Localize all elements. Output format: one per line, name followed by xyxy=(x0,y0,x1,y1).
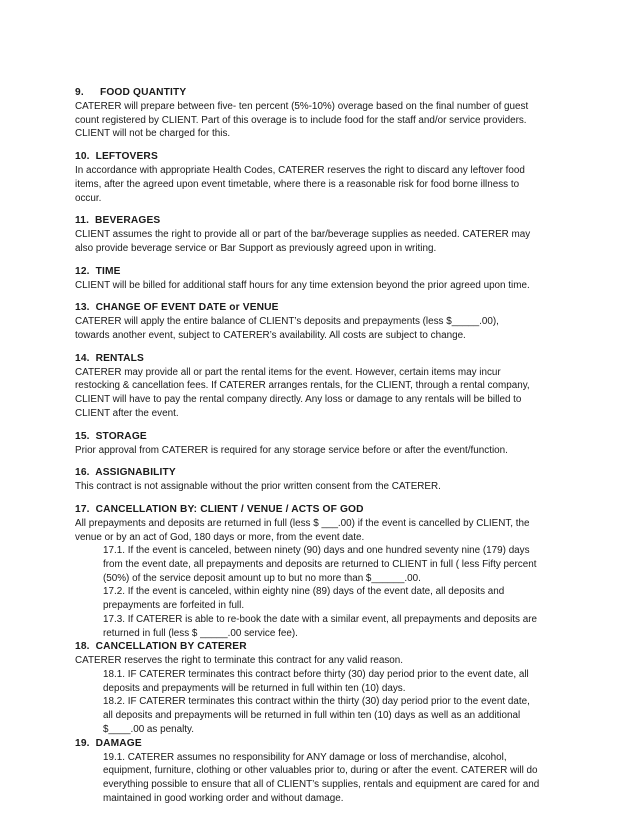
section-heading xyxy=(75,265,565,279)
section-heading xyxy=(75,301,565,315)
section-cancellation-by-caterer xyxy=(75,640,565,736)
section-number: 18. xyxy=(75,641,90,653)
subclause-line: 18.1. IF CATERER terminates this contract before thirty (30) day period prior to the event date, all xyxy=(103,668,529,680)
section-damage xyxy=(75,737,565,806)
section-time xyxy=(75,265,565,293)
section-assignability xyxy=(75,466,565,494)
subclause-line: 19.1. CATERER assumes no responsibility for ANY damage or loss of merchandise, alcohol, xyxy=(103,751,507,763)
section-heading xyxy=(75,503,565,517)
section-line: CLIENT will not be charged for this. xyxy=(75,128,231,140)
section-title: FOOD QUANTITY xyxy=(99,87,187,98)
section-line: CLIENT after the event. xyxy=(75,407,179,419)
subclause-line: equipment, furniture, clothing or other valuables prior to, during or after the event. CATERER will do xyxy=(103,765,538,777)
subclause-line: 17.1. If the event is canceled, between ninety (90) days and one hundred seventy nine (179) days xyxy=(103,545,530,557)
section-heading xyxy=(75,430,565,444)
subclause-line: 17.2. If the event is canceled, within eighty nine (89) days of the event date, all deposits and xyxy=(103,586,505,598)
section-title: LEFTOVERS xyxy=(95,151,158,163)
section-number: 19. xyxy=(75,737,90,749)
subclause-line: maintained in good working order and without damage. xyxy=(103,792,344,804)
section-cancellation-by-client xyxy=(75,503,565,640)
subclause-line: returned in full (less $ _____.00 service fee). xyxy=(103,627,298,639)
section-line: count registered by CLIENT. Part of this overage is to include food for the staff and/or service providers. xyxy=(75,114,527,126)
section-number: 9. xyxy=(75,87,84,98)
section-rentals xyxy=(75,352,565,421)
section-title: CHANGE OF EVENT DATE or VENUE xyxy=(95,302,279,314)
section-line: restocking & cancellation fees. If CATERER arranges rentals, for the CLIENT, through a rental company, xyxy=(75,380,530,392)
section-line: CATERER may provide all or part the rental items for the event. However, certain items may incur xyxy=(75,366,501,378)
section-number: 11. xyxy=(75,215,90,227)
section-title: TIME xyxy=(95,265,121,277)
contract-page xyxy=(75,86,565,805)
section-number: 16. xyxy=(75,467,90,479)
subclause-line: from the event date, all prepayments and deposits are returned to CLIENT in full ( less Fifty percent xyxy=(103,559,537,571)
section-line: All prepayments and deposits are returned in full (less $ ___.00) if the event is cancelled by CLIENT, the xyxy=(75,517,530,529)
subclause-line: all deposits and prepayments will be returned in full within ten (10) days as well as an additional xyxy=(103,710,521,722)
section-leftovers xyxy=(75,150,565,205)
section-change-of-event xyxy=(75,301,565,342)
section-title: ASSIGNABILITY xyxy=(95,467,176,479)
section-line: CATERER will apply the entire balance of CLIENT’s deposits and prepayments (less $_____.00), xyxy=(75,316,499,328)
section-line: CATERER reserves the right to terminate this contract for any valid reason. xyxy=(75,655,404,667)
section-title: RENTALS xyxy=(95,352,144,364)
section-title: CANCELLATION BY CATERER xyxy=(95,641,247,653)
section-line: CLIENT will have to pay the rental company directly. Any loss or damage to any rentals will be billed to xyxy=(75,394,522,406)
section-line: CATERER will prepare between five- ten percent (5%-10%) overage based on the final number of guest xyxy=(75,101,529,112)
subclause-line: $____.00 as penalty. xyxy=(103,723,194,735)
section-title: CANCELLATION BY: CLIENT / VENUE / ACTS OF GOD xyxy=(95,503,364,515)
section-number: 12. xyxy=(75,265,90,277)
section-number: 10. xyxy=(75,151,90,163)
section-title: BEVERAGES xyxy=(95,215,161,227)
section-line: CLIENT will be billed for additional staff hours for any time extension beyond the prior agreed upon time. xyxy=(75,279,530,291)
section-heading xyxy=(75,214,565,228)
subclause-line: deposits and prepayments will be returned in full within ten (10) days. xyxy=(103,682,406,694)
section-heading xyxy=(75,352,565,366)
section-line: venue or by an act of God, 180 days or more, from the event date. xyxy=(75,531,365,543)
subclause-line: (50%) of the service deposit amount up to but no more than $______.00. xyxy=(103,572,421,584)
section-line: Prior approval from CATERER is required for any storage service before or after the event/function. xyxy=(75,444,508,456)
section-number: 13. xyxy=(75,302,90,314)
section-title: STORAGE xyxy=(95,430,147,442)
subclause-line: everything possible to ensure that all of CLIENT’s supplies, rentals and equipment are cared for and xyxy=(103,778,540,790)
section-heading xyxy=(75,466,565,480)
section-heading xyxy=(75,737,565,751)
section-line: This contract is not assignable without the prior written consent from the CATERER. xyxy=(75,481,441,493)
section-line: towards another event, subject to CATERER’s availability. All costs are subject to change. xyxy=(75,330,466,342)
section-number: 17. xyxy=(75,503,90,515)
subclause-line: prepayments are forfeited in full. xyxy=(103,600,245,612)
section-number: 14. xyxy=(75,352,90,364)
section-line: also provide beverage service or Bar Support as previously agreed upon in writing. xyxy=(75,242,437,254)
section-line: items, after the agreed upon event timetable, where there is a reasonable risk for food borne illness to xyxy=(75,178,520,190)
section-food-quantity xyxy=(75,86,565,141)
section-heading xyxy=(75,86,565,100)
section-line: occur. xyxy=(75,192,102,204)
section-title: DAMAGE xyxy=(95,737,142,749)
section-heading xyxy=(75,640,565,654)
section-storage xyxy=(75,430,565,458)
subclause-line: 18.2. IF CATERER terminates this contract within the thirty (30) day period prior to the event date, xyxy=(103,696,530,708)
section-heading xyxy=(75,150,565,164)
section-number: 15. xyxy=(75,430,90,442)
subclause-line: 17.3. If CATERER is able to re-book the date with a similar event, all prepayments and deposits are xyxy=(103,613,537,625)
section-line: CLIENT assumes the right to provide all or part of the bar/beverage supplies as needed. CATERER may xyxy=(75,229,531,241)
section-line: In accordance with appropriate Health Codes, CATERER reserves the right to discard any leftover food xyxy=(75,165,525,177)
section-beverages xyxy=(75,214,565,255)
